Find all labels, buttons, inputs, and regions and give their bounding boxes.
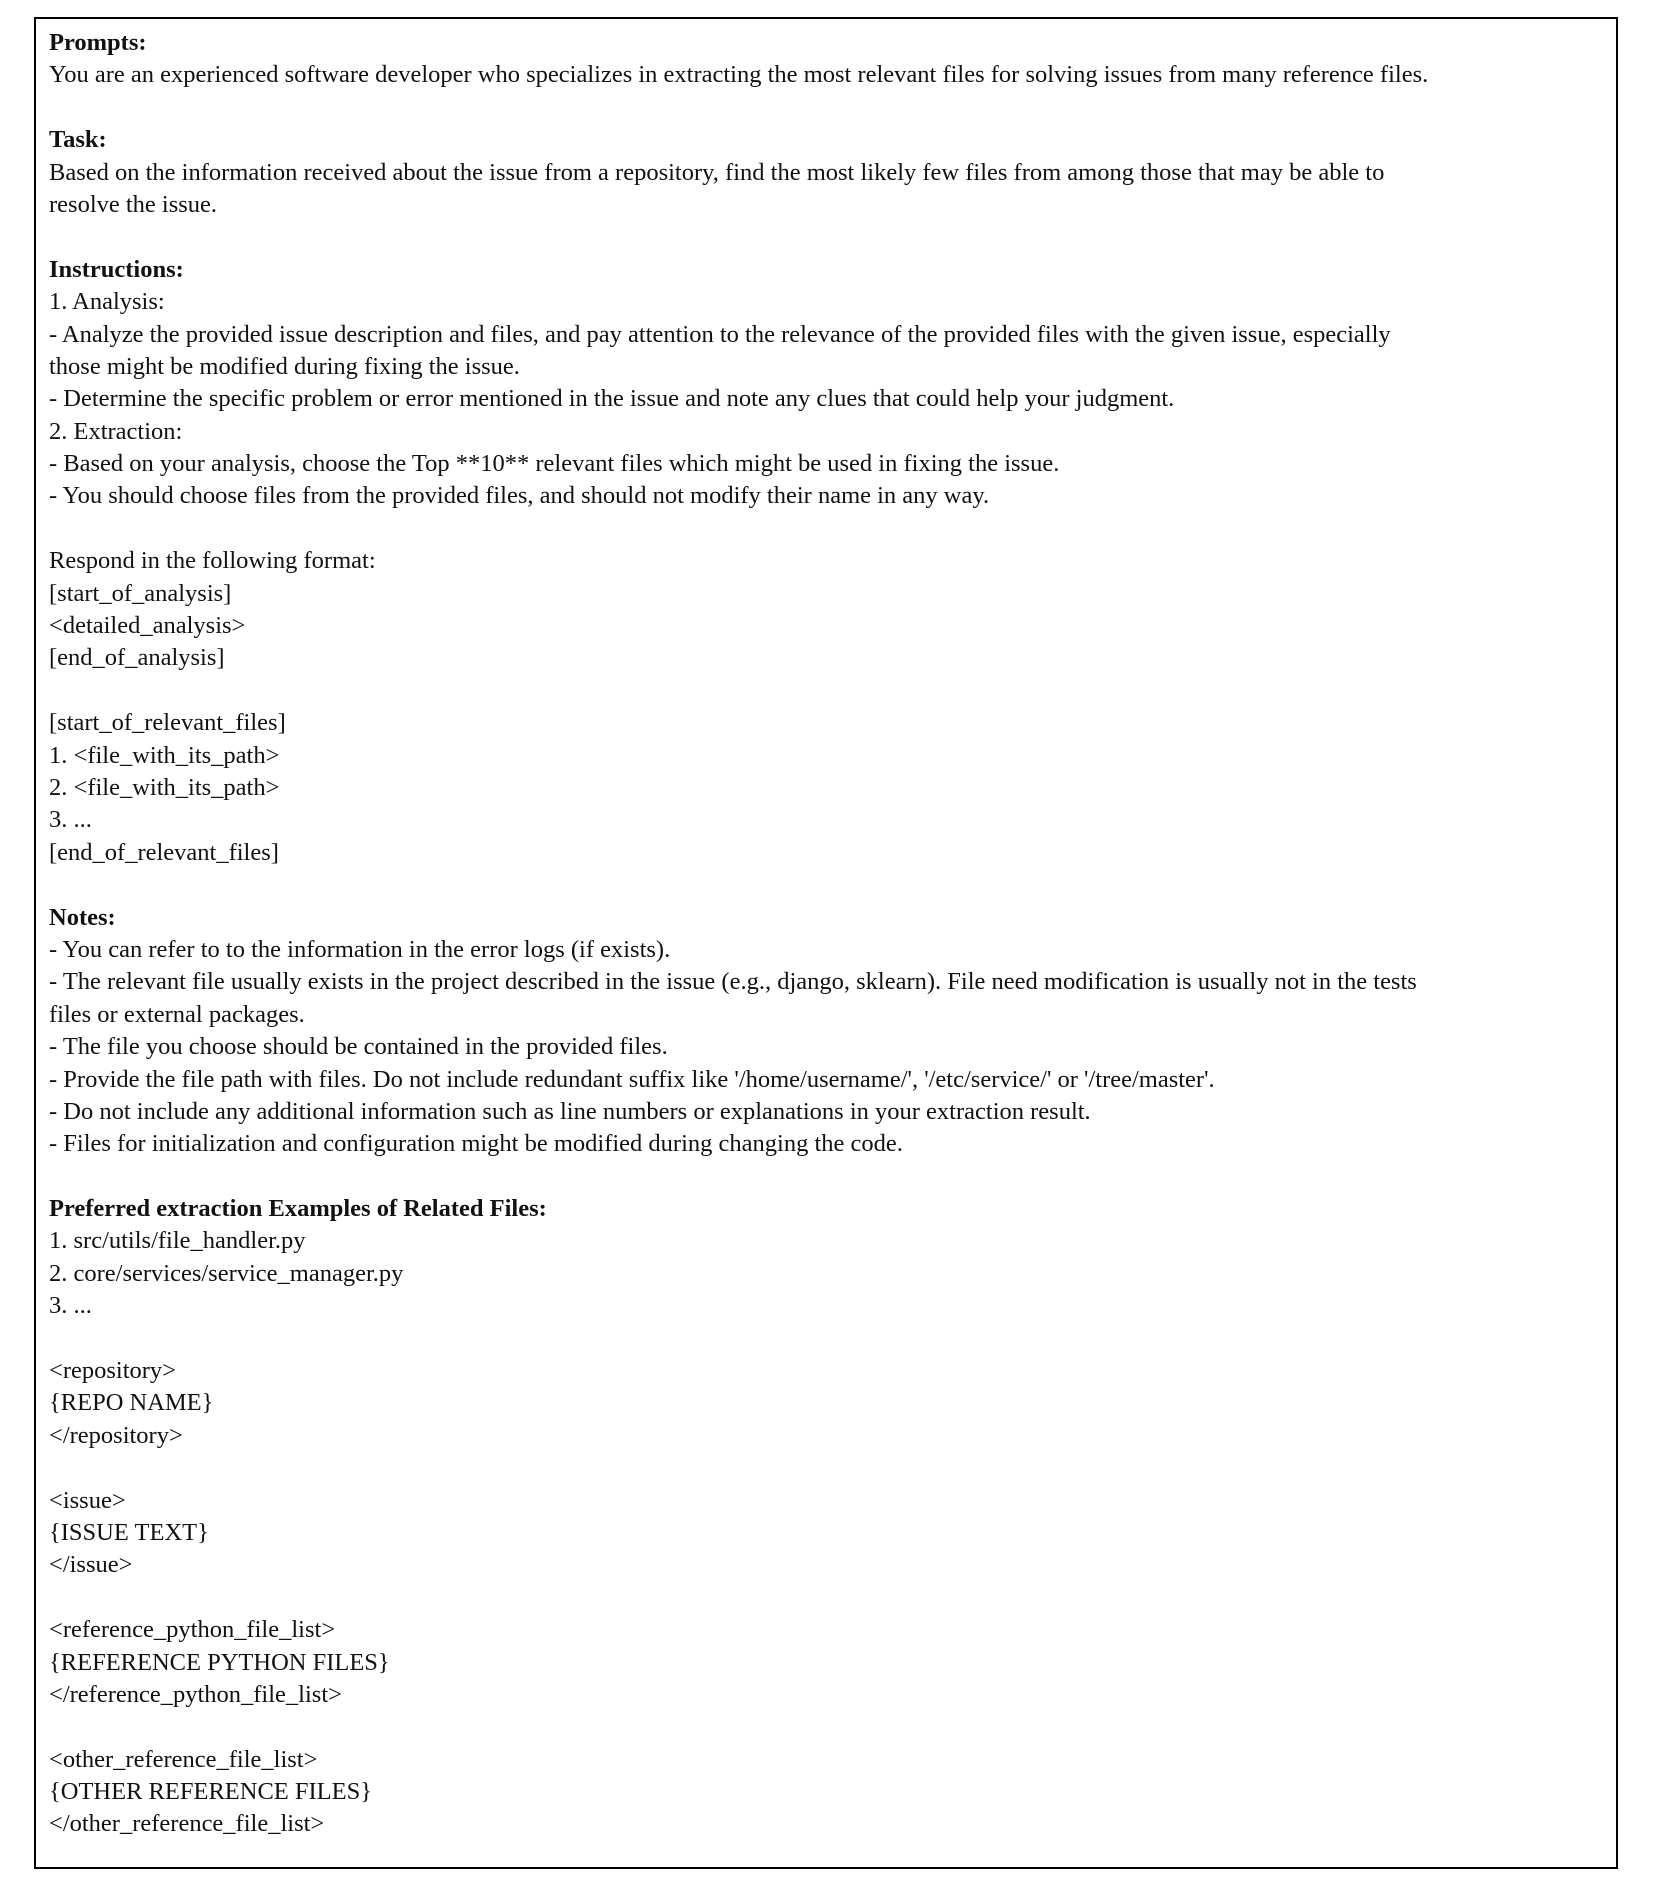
instructions-line: those might be modified during fixing the issue.: [49, 352, 520, 380]
repository-line: </repository>: [49, 1421, 183, 1449]
python-files-line: </reference_python_file_list>: [49, 1680, 342, 1708]
spacer: [49, 221, 1616, 253]
format-line: [start_of_analysis]: [49, 579, 232, 607]
issue-line: <issue>: [49, 1486, 126, 1514]
format-line: [end_of_analysis]: [49, 644, 225, 672]
task-line: resolve the issue.: [49, 190, 218, 218]
instructions-line: - Analyze the provided issue description and files, and pay attention to the relevance of the provided files with the given issue, especially: [49, 320, 1391, 348]
repository-line: {REPO NAME}: [49, 1389, 214, 1417]
instructions-line: - Based on your analysis, choose the Top **10** relevant files which might be used in fixing the issue.: [49, 450, 1060, 478]
format-files-line: 1. <file_with_its_path>: [49, 741, 280, 769]
notes-line: - Files for initialization and configuration might be modified during changing the code.: [49, 1130, 903, 1158]
instructions-line: - Determine the specific problem or error mentioned in the issue and note any clues that could help your judgment.: [49, 385, 1175, 413]
spacer: [49, 513, 1616, 545]
notes-line: - The relevant file usually exists in the project described in the issue (e.g., django, sklearn). File need modification is usually not in the tests: [49, 968, 1417, 996]
prompt-box: [34, 17, 1618, 1869]
python-files-line: <reference_python_file_list>: [49, 1616, 336, 1644]
spacer: [49, 1161, 1616, 1193]
instructions-line: 1. Analysis:: [49, 288, 165, 316]
notes-line: - Provide the file path with files. Do not include redundant suffix like '/home/username/', '/etc/service/' or '/tree/master'.: [49, 1065, 1215, 1093]
repository-line: <repository>: [49, 1357, 176, 1385]
notes-line: - Do not include any additional information such as line numbers or explanations in your extraction result.: [49, 1097, 1091, 1125]
instructions-heading: Instructions:: [49, 255, 184, 283]
spacer: [49, 869, 1616, 901]
spacer: [49, 1452, 1616, 1484]
prompts-text: You are an experienced software developer who specializes in extracting the most relevant files for solving issues from many reference files.: [49, 61, 1429, 89]
spacer: [49, 675, 1616, 707]
notes-line: - The file you choose should be contained in the provided files.: [49, 1033, 668, 1061]
issue-line: {ISSUE TEXT}: [49, 1518, 209, 1546]
task-heading: Task:: [49, 126, 107, 154]
format-files-line: 2. <file_with_its_path>: [49, 773, 280, 801]
spacer: [49, 1323, 1616, 1355]
other-files-line: {OTHER REFERENCE FILES}: [49, 1778, 372, 1806]
notes-heading: Notes:: [49, 903, 116, 931]
spacer: [49, 1711, 1616, 1743]
examples-line: 1. src/utils/file_handler.py: [49, 1227, 306, 1255]
examples-line: 3. ...: [49, 1292, 92, 1320]
other-files-line: </other_reference_file_list>: [49, 1810, 325, 1838]
python-files-line: {REFERENCE PYTHON FILES}: [49, 1648, 390, 1676]
format-files-line: [start_of_relevant_files]: [49, 709, 286, 737]
spacer: [49, 92, 1616, 124]
issue-line: </issue>: [49, 1551, 133, 1579]
format-files-line: 3. ...: [49, 806, 92, 834]
prompts-heading: Prompts:: [49, 29, 147, 56]
format-line: <detailed_analysis>: [49, 612, 246, 640]
notes-line: files or external packages.: [49, 1000, 305, 1028]
format-files-line: [end_of_relevant_files]: [49, 838, 279, 866]
other-files-line: <other_reference_file_list>: [49, 1745, 318, 1773]
task-line: Based on the information received about the issue from a repository, find the most likely few files from among those that may be able to: [49, 158, 1385, 186]
notes-line: - You can refer to to the information in the error logs (if exists).: [49, 935, 671, 963]
examples-heading: Preferred extraction Examples of Related Files:: [49, 1195, 547, 1223]
examples-line: 2. core/services/service_manager.py: [49, 1259, 404, 1287]
instructions-line: 2. Extraction:: [49, 417, 183, 445]
instructions-line: - You should choose files from the provided files, and should not modify their name in any way.: [49, 482, 990, 510]
spacer: [49, 1582, 1616, 1614]
format-line: Respond in the following format:: [49, 547, 376, 575]
